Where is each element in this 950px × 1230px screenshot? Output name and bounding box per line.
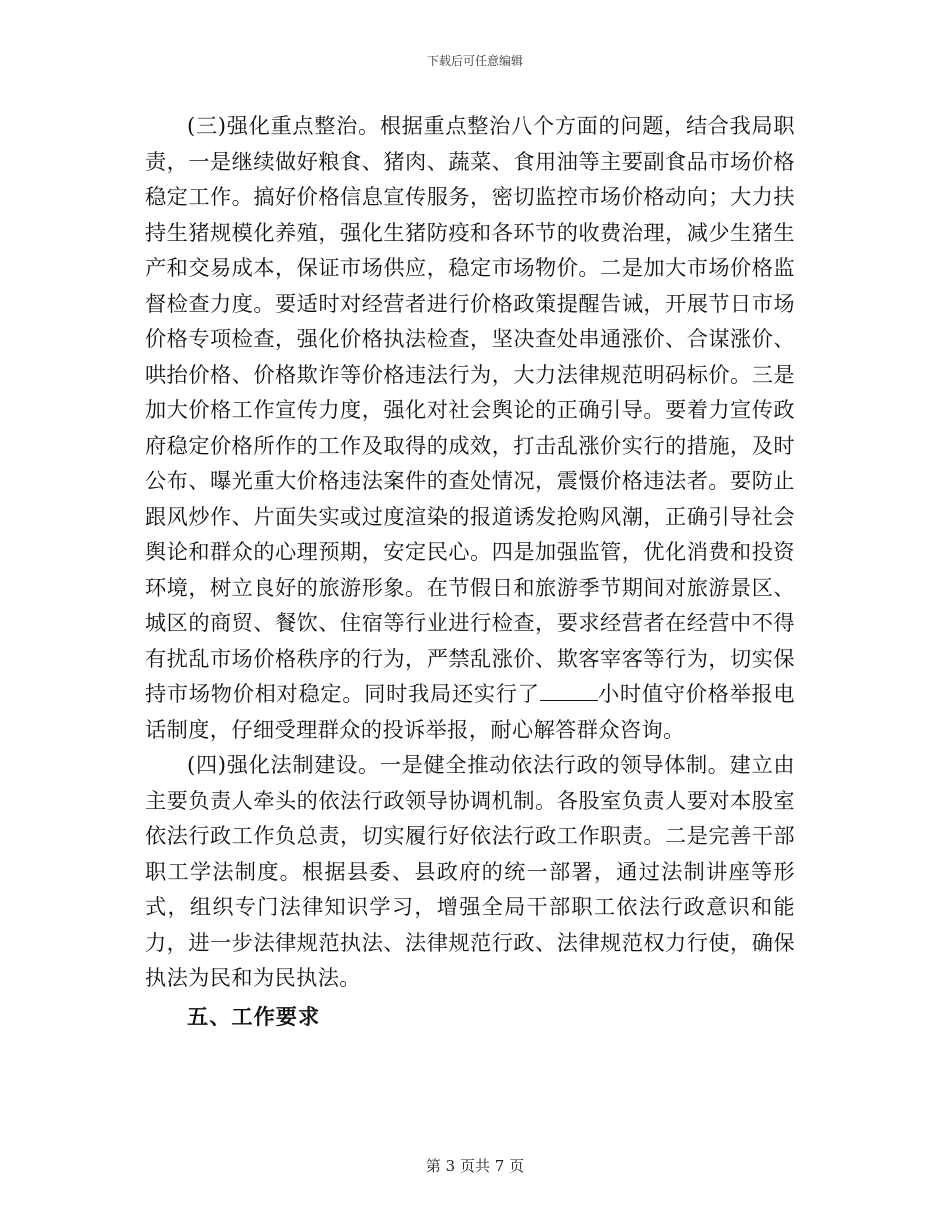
document-body — [145, 108, 795, 1034]
paragraph-section-3 — [145, 108, 795, 747]
page-number-footer: 第 3 页共 7 页 — [425, 1157, 525, 1175]
fill-in-blank — [540, 699, 598, 701]
page-header: 下载后可任意编辑 — [426, 54, 523, 68]
section-5-heading: 五、工作要求 — [187, 1003, 321, 1029]
paragraph-section-3-tail: 小时值守价格举报电话制度，仔细受理群众的投诉举报，耐心解答群众咨询。 — [145, 681, 796, 742]
paragraph-section-3-text: (三)强化重点整治。根据重点整治八个方面的问题，结合我局职责，一是继续做好粮食、猪肉、蔬菜、食用油等主要副食品市场价格稳定工作。搞好价格信息宣传服务，密切监控市场价格动向；大力扶持生猪规模化养殖，强化生猪防疫和各环节的收费治理，减少生猪生产和交易成本，保证市场供应，稳定市场物价。二是加大市场价格监督检查力度。要适时对经营者进行价格政策提醒告诫，开展节日市场价格专项检查，强化价格执法检查，坚决查处串通涨价、合谋涨价、哄抬价格、价格欺诈等价格违法行为，大力法律规范明码标价。三是加大价格工作宣传力度，强化对社会舆论的正确引导。要着力宣传政府稳定价格所作的工作及取得的成效，打击乱涨价实行的措施，及时公布、曝光重大价格违法案件的查处情况，震慑价格违法者。要防止跟风炒作、片面失实或过度渲染的报道诱发抢购风潮，正确引导社会舆论和群众的心理预期，安定民心。四是加强监管，优化消费和投资环境，树立良好的旅游形象。在节假日和旅游季节期间对旅游景区、城区的商贸、餐饮、住宿等行业进行检查，要求经营者在经营中不得有扰乱市场价格秩序的行为，严禁乱涨价、欺客宰客等行为，切实保持市场物价相对稳定。同时我局还实行了 — [145, 113, 795, 706]
paragraph-section-4: (四)强化法制建设。一是健全推动依法行政的领导体制。建立由主要负责人牵头的依法行政领导协调机制。各股室负责人要对本股室依法行政工作负总责，切实履行好依法行政工作职责。二是完善干部职工学法制度。根据县委、县政府的统一部署，通过法制讲座等形式，组织专门法律知识学习，增强全局干部职工依法行政意识和能力，进一步法律规范执法、法律规范行政、法律规范权力行使，确保执法为民和为民执法。 — [145, 752, 795, 990]
